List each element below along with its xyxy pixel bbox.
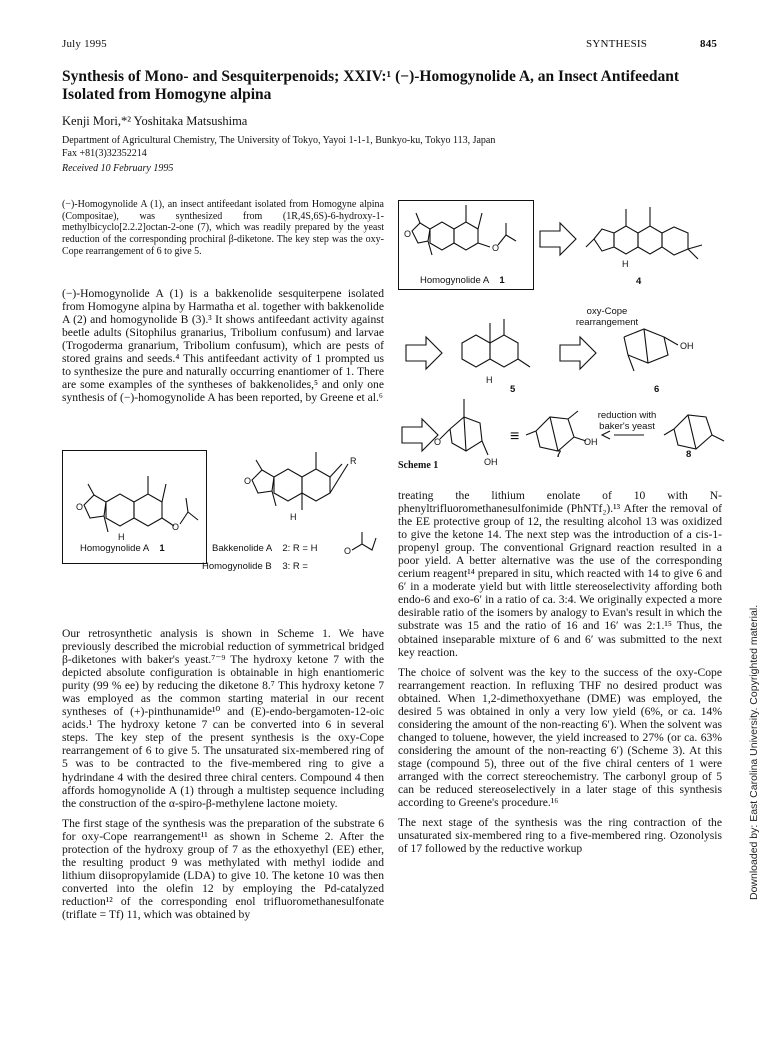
abstract: (−)-Homogynolide A (1), an insect antifeedant isolated from Homogyne alpina (Compositae), was synthesized from (1R,4S,6S)-6-hydroxy-1-methylbicyclo[2.2.2]octan-2-one (7), which was readily prepared by the yeast reduction of the corresponding prochiral β-diketone. The key step was the oxy-Cope rearrangement of 6 to give 5. xyxy=(62,199,384,257)
paper-title: Synthesis of Mono- and Sesquiterpenoids; XXIV:¹ (−)-Homogynolide A, an Insect Antifeedant Isolated from Homogyne alpina xyxy=(62,68,680,103)
label-r: R xyxy=(350,456,357,466)
label-text: Bakkenolide A xyxy=(212,543,272,554)
compound-number-8: 8 xyxy=(686,449,692,460)
structure-bakkenolide xyxy=(252,452,348,510)
equiv-sign: ≡ xyxy=(510,428,520,445)
structure-homogynolide-a xyxy=(84,476,198,532)
reduction-label: reduction with baker's yeast xyxy=(597,410,657,432)
oxy-cope-label: oxy-Cope rearrangement xyxy=(575,306,639,328)
compound-number: 1 xyxy=(499,275,505,286)
label-o-ester: O xyxy=(172,522,180,532)
label-oh-7b: OH xyxy=(584,437,598,447)
structure-5 xyxy=(462,319,530,367)
retro-arrow xyxy=(406,337,442,369)
compound-number: 2: R = H xyxy=(282,543,318,554)
label-oh-7a: OH xyxy=(484,457,498,467)
structure-1 xyxy=(412,205,516,255)
structure-7b xyxy=(526,411,586,451)
left-column-top xyxy=(62,287,384,411)
label-text: Homogynolide A xyxy=(80,543,149,554)
label-h: H xyxy=(622,259,629,269)
caption-homogynolide-a xyxy=(80,543,165,554)
label-o-3: O xyxy=(344,546,352,556)
received-date: Received 10 February 1995 xyxy=(62,163,174,174)
left-column-bottom xyxy=(62,627,384,928)
label-o: O xyxy=(404,229,412,239)
header-journal: SYNTHESIS xyxy=(586,38,648,50)
scheme-1-graphic xyxy=(398,195,738,470)
label-h-2: H xyxy=(290,512,297,522)
body-paragraph: The first stage of the synthesis was the preparation of the substrate 6 for oxy-Cope rearrangement¹¹ as shown in Scheme 2. After the protection of the hydroxy group of 7 as the ethoxyethyl (EE) ether, the resulting product 9 was methylated with methyl iodide and lithium diisopropylamide (LDA) to give 10. The ketone 10 was then converted into the olefin 12 by employing the Pd-catalyzed reduction¹² of the corresponding enol trifluoromethanesulfonate (triflate = Tf) 11, which was obtained by xyxy=(62,816,384,921)
label-o-ester: O xyxy=(492,243,500,253)
authors: Kenji Mori,*² Yoshitaka Matsushima xyxy=(62,114,248,128)
affiliation-block xyxy=(62,134,662,160)
compound-number-5: 5 xyxy=(510,384,516,395)
body-paragraph: treating the lithium enolate of 10 with N-phenyltrifluoromethanesulfonimide (PhNTf₂).¹³ After the removal of the EE protective group of 12, the resulting alcohol 13 was oxidized to give the ketone 14. The next step was the introduction of a cis-1-propenyl group. The conventional Grignard reaction resulted in a poor yield. A better alternative was the use of the corresponding cerium reagent¹⁴ prepared in situ, which reacted with 14 to give 6 and 6′ in a moderate yield but with little stereoselectivity affording both endo-6 and exo-6′ in a ratio of ca. 3:4. We originally expected a more desirable ratio of the isomers by analogy to Evan's result in which the substrate was 15 and the ratio of 16 and 16′ was 2:1.¹⁵ Thus, the obtained inseparable mixture of 6 and 6′ was submitted to the next key reaction. xyxy=(398,489,722,659)
label-h: H xyxy=(118,532,125,542)
label-h: H xyxy=(486,375,493,385)
retro-arrow xyxy=(402,419,438,451)
compound-number: 1 xyxy=(159,543,165,554)
caption-bakkenolide-a xyxy=(212,543,317,554)
structure-4 xyxy=(586,207,702,259)
body-paragraph: The next stage of the synthesis was the ring contraction of the unsaturated six-membered ring to a five-membered ring. Ozonolysis of 17 followed by the reductive workup xyxy=(398,816,722,856)
scheme-caption-homogynolide-a xyxy=(420,275,505,286)
body-paragraph: Our retrosynthetic analysis is shown in Scheme 1. We have previously described the microbial reduction of symmetrical bridged β-diketones with baker's yeast.⁷⁻⁹ The hydroxy ketone 7 with the depicted absolute configuration is obtainable in high enantiomeric purity (99 % ee) by reducing the diketone 8.⁷ This hydroxy ketone 7 was employed as the common starting material in our recent syntheses of (+)-pinthunamide¹⁰ and (E)-endo-bergamoten-12-oic acids.¹ The hydroxy ketone 7 can be converted into 6 in several steps. The key step of the present synthesis is the oxy-Cope rearrangement of 6 to give 5. The unsaturated six-membered ring of 5 was to be contracted to the five-membered ring to give a hydrindane 4 with the desired three chiral centers. Compound 4 then affords homogynolide A (1) through a multistep sequence including the construction of the α-spiro-β-methylene lactone moiety. xyxy=(62,627,384,810)
right-column xyxy=(398,489,722,862)
compound-number-7: 7 xyxy=(556,449,562,460)
header-page: 845 xyxy=(700,38,718,50)
affiliation: Department of Agricultural Chemistry, The University of Tokyo, Yayoi 1-1-1, Bunkyo-ku, Tokyo 113, Japan xyxy=(62,135,496,146)
download-notice: Downloaded by: East Carolina University. Copyrighted material. xyxy=(748,604,760,900)
label-text: Homogynolide B xyxy=(202,561,272,572)
scheme-caption: Scheme 1 xyxy=(398,460,439,471)
header-date: July 1995 xyxy=(62,38,107,50)
caption-homogynolide-b xyxy=(202,561,308,572)
compound-number-6: 6 xyxy=(654,384,660,395)
body-paragraph: (−)-Homogynolide A (1) is a bakkenolide sesquiterpene isolated from Homogyne alpina by Harmatha et al. together with bakkenolide A (2) and homogynolide B (3).³ It shows antifeedant activity against beetle adults (Sitophilus granarius, Tribolium confusum) and larvae (Trogoderma granarium, Tribolium confusum), which are pests of stored grains and seeds.⁴ This antifeedant activity of 1 prompted us to synthesize the pure and naturally occurring enantiomer of 1. There are some examples of the syntheses of bakkenolides,⁵ and only one synthesis of (−)-homogynolide A has been reported, by Greene et al.⁶ xyxy=(62,287,384,405)
label-o: O xyxy=(76,502,84,512)
compound-number-4: 4 xyxy=(636,276,642,287)
label-text: Homogynolide A xyxy=(420,275,489,286)
label-oh: OH xyxy=(680,341,694,351)
retro-arrow xyxy=(540,223,576,255)
fax: Fax +81(3)32352214 xyxy=(62,148,147,159)
structure-8 xyxy=(664,415,724,449)
structure-6 xyxy=(624,329,678,371)
acyl-substituent xyxy=(352,538,376,550)
structure-7a xyxy=(440,399,488,455)
body-paragraph: The choice of solvent was the key to the success of the oxy-Cope rearrangement reaction. In refluxing THF no desired product was obtained. When 1,2-dimethoxyethane (DME) was employed, the desired 5 was obtained in only a very low yield (6%, or ca. 14% considering the amount of the non-reacting 6′). When the solvent was changed to toluene, however, the yield increased to 27% (or ca. 63% considering the amount of the non-reacting 6′) (Scheme 3). At this stage (compound 5), three out of the five chiral centers of 1 were arranged with the correct stereochemistry. The carbonyl group of 5 can be reduced stereoselectively in a later stage of this synthesis according to Greene's procedure.¹⁶ xyxy=(398,665,722,810)
label-o-2: O xyxy=(244,476,252,486)
retro-arrow xyxy=(560,337,596,369)
compound-number: 3: R = xyxy=(282,561,308,572)
label-o: O xyxy=(434,437,442,447)
